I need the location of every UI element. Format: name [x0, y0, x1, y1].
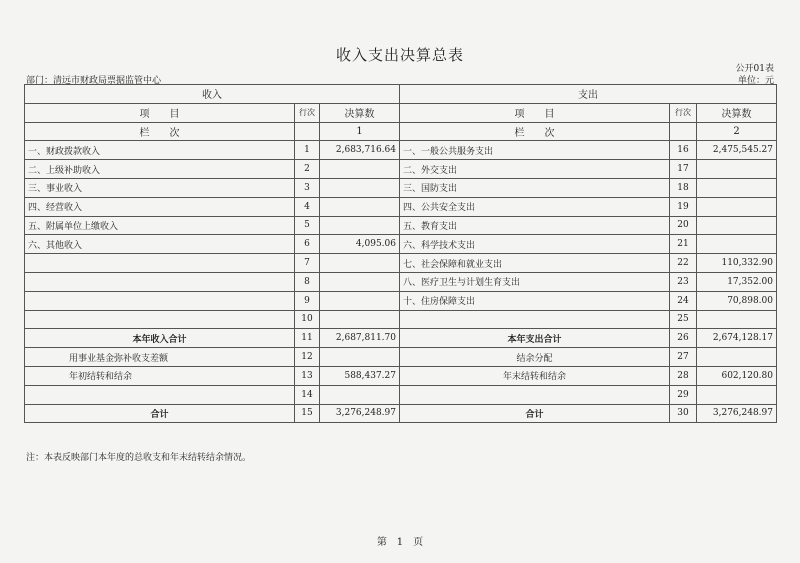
table-row	[25, 310, 777, 329]
income-amount-cell	[320, 254, 400, 273]
expense-row-number: 23	[670, 272, 697, 291]
expense-row-number: 30	[670, 404, 697, 423]
expense-amount-cell: 70,898.00	[697, 291, 777, 310]
expense-item-cell: 五、教育支出	[400, 216, 670, 235]
table-row	[25, 141, 777, 160]
expense-row-number: 28	[670, 366, 697, 385]
income-row-number: 14	[295, 385, 320, 404]
income-item-cell: 合计	[25, 404, 295, 423]
expense-amount-cell	[697, 310, 777, 329]
section-header-row	[25, 85, 777, 104]
expense-row-number: 22	[670, 254, 697, 273]
income-lanci-label: 栏 次	[25, 122, 295, 141]
income-amount-cell	[320, 178, 400, 197]
income-row-number: 10	[295, 310, 320, 329]
table-row	[25, 329, 777, 348]
expense-section-header: 支出	[400, 85, 777, 104]
table-row	[25, 272, 777, 291]
expense-item-cell: 八、医疗卫生与计划生育支出	[400, 272, 670, 291]
income-item-cell: 年初结转和结余	[25, 366, 295, 385]
income-row-number: 5	[295, 216, 320, 235]
income-row-number: 11	[295, 329, 320, 348]
page-number: 第 1 页	[376, 537, 424, 548]
table-row	[25, 348, 777, 367]
income-item-cell	[25, 310, 295, 329]
income-amount-cell: 3,276,248.97	[320, 404, 400, 423]
income-row-number: 9	[295, 291, 320, 310]
expense-row-number: 19	[670, 197, 697, 216]
table-row	[25, 197, 777, 216]
income-amount-cell	[320, 216, 400, 235]
income-item-cell: 二、上级补助收入	[25, 160, 295, 179]
form-code: 公开01表	[735, 64, 774, 74]
table-row	[25, 235, 777, 254]
expense-item-cell: 四、公共安全支出	[400, 197, 670, 216]
unit-label: 单位：元	[737, 76, 774, 86]
expense-amount-cell: 3,276,248.97	[697, 404, 777, 423]
expense-amount-cell: 17,352.00	[697, 272, 777, 291]
expense-row-number: 26	[670, 329, 697, 348]
income-row-no-header: 行次	[295, 103, 320, 122]
income-row-number: 13	[295, 366, 320, 385]
income-row-number: 6	[295, 235, 320, 254]
income-amount-cell: 4,095.06	[320, 235, 400, 254]
expense-amount-cell: 2,475,545.27	[697, 141, 777, 160]
income-row-number: 4	[295, 197, 320, 216]
expense-row-number: 29	[670, 385, 697, 404]
expense-row-number: 24	[670, 291, 697, 310]
income-item-cell: 五、附属单位上缴收入	[25, 216, 295, 235]
expense-amount-cell: 110,332.90	[697, 254, 777, 273]
income-amount-cell	[320, 385, 400, 404]
expense-column-number: 2	[697, 122, 777, 141]
expense-item-cell: 七、社会保障和就业支出	[400, 254, 670, 273]
expense-row-number: 20	[670, 216, 697, 235]
income-amount-cell	[320, 160, 400, 179]
table-row	[25, 254, 777, 273]
expense-amount-cell	[697, 348, 777, 367]
expense-item-cell: 年末结转和结余	[400, 366, 670, 385]
income-item-cell	[25, 272, 295, 291]
expense-row-number: 16	[670, 141, 697, 160]
income-lanci-blank	[295, 122, 320, 141]
income-amount-cell: 2,683,716.64	[320, 141, 400, 160]
income-item-cell	[25, 385, 295, 404]
income-item-cell: 四、经营收入	[25, 197, 295, 216]
table-row	[25, 216, 777, 235]
expense-amount-cell	[697, 385, 777, 404]
income-row-number: 12	[295, 348, 320, 367]
income-amount-cell	[320, 310, 400, 329]
income-item-cell	[25, 291, 295, 310]
income-amount-header: 决算数	[320, 103, 400, 122]
income-row-number: 15	[295, 404, 320, 423]
footnote: 注：本表反映部门本年度的总收支和年末结转结余情况。	[26, 453, 252, 463]
expense-amount-cell	[697, 160, 777, 179]
income-row-number: 3	[295, 178, 320, 197]
expense-amount-cell	[697, 235, 777, 254]
table-row	[25, 291, 777, 310]
expense-amount-cell: 2,674,128.17	[697, 329, 777, 348]
expense-amount-header: 决算数	[697, 103, 777, 122]
income-expense-table	[24, 84, 777, 423]
income-item-cell: 三、事业收入	[25, 178, 295, 197]
income-row-number: 1	[295, 141, 320, 160]
income-item-header: 项 目	[25, 103, 295, 122]
income-amount-cell	[320, 291, 400, 310]
column-index-row	[25, 122, 777, 141]
income-column-number: 1	[320, 122, 400, 141]
expense-row-number: 21	[670, 235, 697, 254]
expense-row-no-header: 行次	[670, 103, 697, 122]
income-item-cell	[25, 254, 295, 273]
expense-item-cell: 结余分配	[400, 348, 670, 367]
expense-amount-cell	[697, 178, 777, 197]
expense-lanci-blank	[670, 122, 697, 141]
income-row-number: 8	[295, 272, 320, 291]
table-row	[25, 385, 777, 404]
income-amount-cell	[320, 348, 400, 367]
expense-item-cell: 三、国防支出	[400, 178, 670, 197]
expense-amount-cell: 602,120.80	[697, 366, 777, 385]
income-section-header: 收入	[25, 85, 400, 104]
income-row-number: 2	[295, 160, 320, 179]
income-amount-cell: 588,437.27	[320, 366, 400, 385]
table-row	[25, 178, 777, 197]
income-item-cell: 用事业基金弥补收支差额	[25, 348, 295, 367]
expense-row-number: 27	[670, 348, 697, 367]
expense-amount-cell	[697, 197, 777, 216]
income-item-cell: 一、财政拨款收入	[25, 141, 295, 160]
table-row	[25, 160, 777, 179]
expense-item-cell	[400, 310, 670, 329]
expense-item-header: 项 目	[400, 103, 670, 122]
expense-row-number: 17	[670, 160, 697, 179]
income-row-number: 7	[295, 254, 320, 273]
expense-row-number: 18	[670, 178, 697, 197]
table-body	[25, 141, 777, 423]
report-title: 收入支出决算总表	[335, 46, 464, 64]
expense-item-cell: 一、一般公共服务支出	[400, 141, 670, 160]
expense-item-cell: 本年支出合计	[400, 329, 670, 348]
department-label: 部门：清远市财政局票据监管中心	[26, 76, 162, 86]
income-amount-cell: 2,687,811.70	[320, 329, 400, 348]
column-header-row	[25, 103, 777, 122]
expense-item-cell: 六、科学技术支出	[400, 235, 670, 254]
income-amount-cell	[320, 272, 400, 291]
table-row	[25, 366, 777, 385]
income-item-cell: 本年收入合计	[25, 329, 295, 348]
expense-item-cell: 二、外交支出	[400, 160, 670, 179]
expense-lanci-label: 栏 次	[400, 122, 670, 141]
income-amount-cell	[320, 197, 400, 216]
table-row	[25, 404, 777, 423]
expense-item-cell: 十、住房保障支出	[400, 291, 670, 310]
expense-amount-cell	[697, 216, 777, 235]
income-item-cell: 六、其他收入	[25, 235, 295, 254]
expense-row-number: 25	[670, 310, 697, 329]
expense-item-cell	[400, 385, 670, 404]
expense-item-cell: 合计	[400, 404, 670, 423]
